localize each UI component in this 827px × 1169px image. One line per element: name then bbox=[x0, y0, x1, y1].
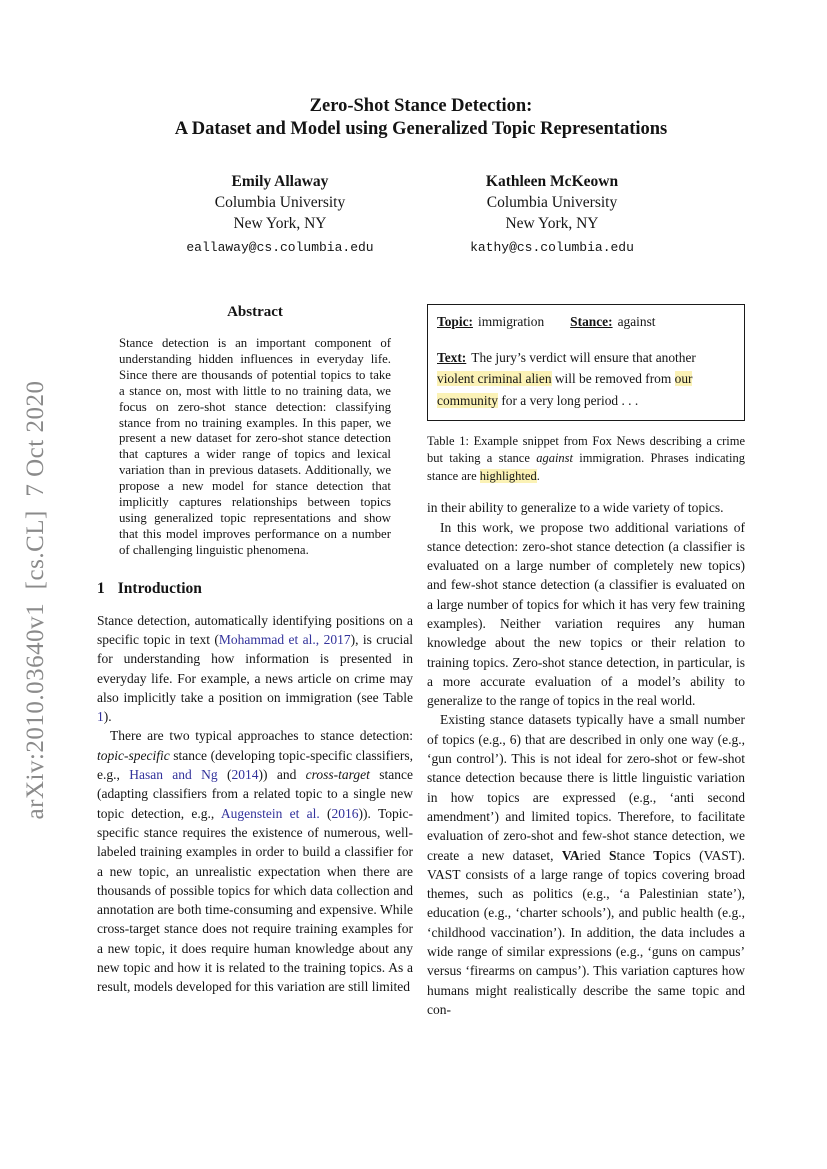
text-segment: stance (developing topic-specific classifiers, e.g., bbox=[97, 747, 413, 783]
text-segment: The jury’s verdict will ensure that another bbox=[471, 349, 696, 365]
body-paragraph-continuation: in their ability to generalize to a wide variety of topics. bbox=[427, 500, 724, 516]
text-segment: immigration. Phrases indicating stance are bbox=[427, 451, 745, 483]
highlighted-phrase: violent criminal alien bbox=[437, 371, 552, 386]
author-affiliation: Columbia University bbox=[214, 194, 346, 211]
author-affiliation: Columbia University bbox=[486, 194, 618, 211]
text-segment: VA bbox=[561, 847, 580, 863]
section-heading-introduction bbox=[97, 580, 413, 598]
text-label: Text: bbox=[437, 349, 467, 365]
text-segment: Existing stance datasets typically have a small number of topics (e.g., 6) that are described in only one way (e.g., ‘gun control’). This is not ideal for zero-shot or few-shot stance detection because there is little linguistic variation in how topics are expressed (e.g., ‘anti second amendment’) and limited topics. Therefore, to facilitate evaluation of zero-shot and few-shot stance detection, we create a new dataset, bbox=[427, 712, 745, 863]
table-1-text-row bbox=[437, 347, 735, 412]
author-block-2 bbox=[442, 171, 662, 258]
stance-value: against bbox=[617, 314, 656, 329]
abstract-heading: Abstract bbox=[227, 304, 283, 320]
text-segment: ). bbox=[103, 709, 112, 725]
text-segment: ( bbox=[319, 805, 332, 821]
author-location: New York, NY bbox=[233, 215, 327, 232]
citation-link[interactable]: 2014 bbox=[231, 767, 259, 783]
body-paragraph-2: In this work, we propose two additional variations of stance detection: zero-shot stance detection (a classifier is evaluated on a large number of completely new topics) and few-shot stance detection (a classifier is evaluated on a large number of topics for which it has very few training examples). Neither variation requires any human knowledge about the new topics or their relation to training topics. Zero-shot stance detection, in particular, is a more accurate evaluation of a model’s ability to generalize to the range of topics in the real world. bbox=[427, 519, 745, 709]
citation-link[interactable]: Hasan and Ng bbox=[129, 767, 218, 783]
topic-value: immigration bbox=[477, 314, 545, 329]
table-1 bbox=[427, 304, 745, 421]
title-line-2: A Dataset and Model using Generalized Topic Representations bbox=[174, 119, 668, 139]
text-segment: ried bbox=[579, 847, 609, 863]
text-segment: cross-target bbox=[305, 767, 370, 783]
body-paragraph-3 bbox=[427, 710, 745, 1019]
author-name: Emily Allaway bbox=[231, 173, 329, 190]
text-segment: Table 1: Example snippet from Fox News describing a crime but taking a stance bbox=[427, 434, 745, 466]
right-column-body bbox=[427, 498, 745, 1019]
text-segment: )). Topic-specific stance requires the existence of numerous, well-labeled training examples in order to build a classifier for a new topic, an unrealistic expectation when there are thousands of possible topics for which data collection and annotation are both time-consuming and expensive. While cross-target stance does not require training examples for a new topic, it does require human knowledge about any new topic and how it is related to the training topics. As a result, models developed for this variation are still limited bbox=[97, 805, 413, 995]
intro-paragraph-2 bbox=[97, 726, 413, 996]
text-segment: There are two typical approaches to stance detection: bbox=[110, 728, 413, 744]
section-title: Introduction bbox=[117, 579, 202, 597]
text-segment: tance bbox=[616, 847, 654, 863]
left-column bbox=[97, 304, 413, 997]
title-line-1: Zero-Shot Stance Detection: bbox=[309, 96, 533, 116]
author-email[interactable]: eallaway@cs.columbia.edu bbox=[186, 240, 374, 255]
section-number: 1 bbox=[97, 579, 105, 597]
intro-paragraph-1 bbox=[97, 611, 413, 727]
topic-label: Topic: bbox=[437, 314, 473, 329]
text-segment: . bbox=[536, 468, 540, 483]
citation-link[interactable]: 1 bbox=[97, 709, 104, 725]
right-column bbox=[427, 304, 745, 1019]
text-segment: topic-specific bbox=[97, 747, 170, 763]
highlighted-phrase: community bbox=[437, 392, 498, 408]
table-1-caption bbox=[427, 433, 745, 485]
text-segment: ( bbox=[217, 767, 232, 783]
highlighted-phrase: highlighted bbox=[479, 468, 537, 483]
text-segment: opics (VAST). VAST consists of a large range of topics covering broad themes, such as politics (e.g., ‘a Palestinian state’), education (e.g., ‘charter schools’), and public health (e.g., ‘childhood vaccination’). In addition, the data includes a wide range of similar expressions (e.g., ‘guns on campus’ versus ‘firearms on campus’). This variation captures how humans might realistically describe the same topic and con- bbox=[427, 847, 745, 1017]
text-segment: will be removed from bbox=[551, 371, 675, 386]
text-segment: stance (adapting classifiers from a related topic to a single new topic detection, e.g., bbox=[97, 767, 413, 821]
stance-label: Stance: bbox=[570, 314, 613, 329]
text-segment: ), is crucial for understanding how information is presented in everyday life. For example, a news article on crime may also implicitly take a position on immigration (see Table bbox=[97, 631, 413, 705]
paper-title bbox=[97, 95, 745, 141]
text-segment: S bbox=[608, 847, 617, 863]
author-email[interactable]: kathy@cs.columbia.edu bbox=[470, 240, 634, 255]
citation-link[interactable]: Mohammad et al., 2017 bbox=[218, 631, 351, 647]
text-segment: against bbox=[536, 451, 573, 466]
arxiv-watermark: arXiv:2010.03640v1 [cs.CL] 7 Oct 2020 bbox=[22, 380, 49, 820]
highlighted-phrase: our bbox=[674, 371, 693, 386]
citation-link[interactable]: Augenstein et al. bbox=[220, 805, 320, 821]
text-segment: T bbox=[653, 847, 663, 863]
text-segment: Stance detection, automatically identifying positions on a specific topic in text ( bbox=[97, 612, 413, 647]
text-segment: )) and bbox=[258, 767, 306, 783]
author-block-1 bbox=[170, 171, 390, 258]
table-1-text bbox=[437, 350, 696, 408]
citation-link[interactable]: 2016 bbox=[331, 805, 359, 821]
table-1-header-row bbox=[437, 311, 735, 333]
text-segment: for a very long period . . . bbox=[498, 392, 639, 408]
author-location: New York, NY bbox=[505, 215, 599, 232]
author-name: Kathleen McKeown bbox=[485, 173, 619, 190]
abstract-body: Stance detection is an important component of understanding hidden influences in everyday life. Since there are thousands of potential topics to take a stance on, most with little to no training data, we focus on zero-shot stance detection: classifying stance from no training examples. In this paper, we present a new dataset for zero-shot stance detection that captures a wider range of topics and lexical variation than in previous datasets. Additionally, we propose a new model for stance detection that implicitly captures relationships between topics using generalized topic representations and show that this model improves performance on a number of challenging linguistic phenomena. bbox=[119, 336, 391, 557]
